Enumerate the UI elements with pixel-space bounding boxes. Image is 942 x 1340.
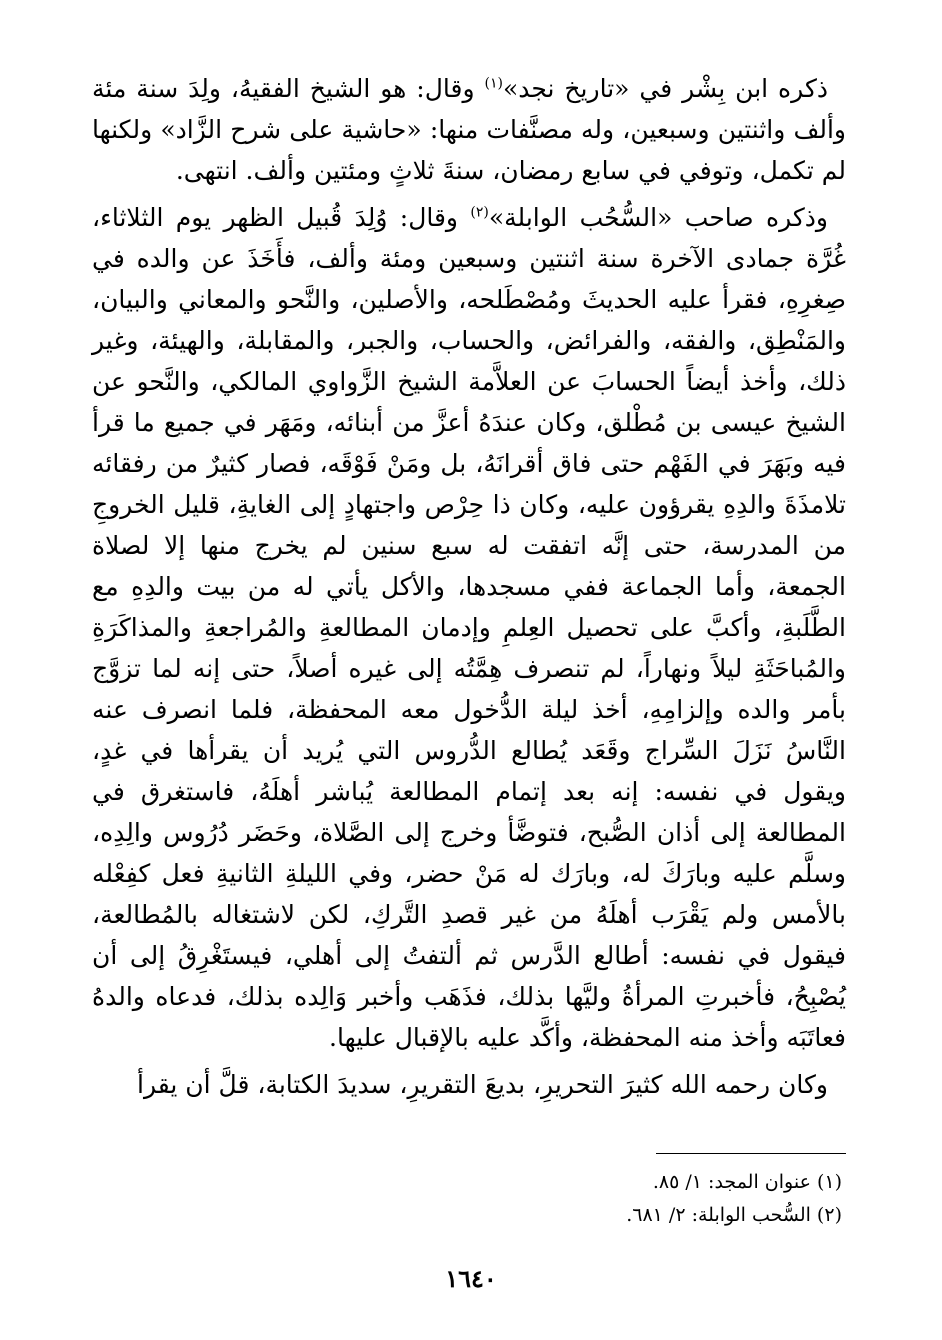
footnote-ref-2: (٢) bbox=[470, 204, 489, 221]
paragraph-2-end: وقال: وُلِدَ قُبيل الظهر يوم الثلاثاء، غُرَّة جمادى الآخرة سنة اثنتين وسبعين ومئة وألف، فأَخَذَ عن والده في صِغرِهِ، فقرأ عليه الحديثَ ومُصْطَلحه، والأصلين، والنَّحو والمعاني والبيان، والمَنْطِق، والفقه، والفرائض، والحساب، والجبر، والمقابلة، والهيئة، وغير ذلك، وأخذ أيضاً الحسابَ عن العلاَّمة الشيخ الزَّواوي المالكي، والنَّحو عن الشيخ عيسى بن مُطْلق، وكان عندَهُ أعزَّ من أبنائه، ومَهَر في جميع ما قرأ فيه وبَهَرَ في الفَهْم حتى فاق أقرانَهُ، بل ومَنْ فَوْقَه، فصار كثيرٌ من رفقائه تلامذَةَ والدِهِ يقرؤون عليه، وكان ذا حِرْص واجتهادٍ إلى الغايةِ، قليل الخروجِ من المدرسة، حتى إنَّه اتفقت له سبع سنين لم يخرج منها إلا لصلاة الجمعة، وأما الجماعة ففي مسجدها، والأكل يأتي له من بيت والدِهِ مع الطَّلَبةِ، وأكبَّ على تحصيل العِلمِ وإدمان المطالعةِ والمُراجعةِ والمذاكَرَةِ والمُباحَثَةِ ليلاً ونهاراً، لم تنصرف هِمَّتُه إلى غيره أصلاً، حتى إنه لما تزوَّج بأمر والده وإلزامِهِ، أخذ ليلة الدُّخول معه المحفظة، فلما انصرف عنه النَّاسُ نَزَلَ السِّراج وقَعَد يُطالع الدُّروس التي يُريد أن يقرأها في غدٍ، ويقول في نفسه: إنه بعد إتمام المطالعة يُباشر أهلَهُ، فاستغرق في المطالعة إلى أذان الصُّبح، فتوضَّأ وخرج إلى الصَّلاة، وحَضَر دُرُوس والِدِه، وسلَّم عليه وبارَكَ له، وبارَك له مَنْ حضر، وفي الليلةِ الثانيةِ فعل كفِعْله بالأمس ولم يَقْرَب أهلَهُ من غير قصدِ التَّركِ، لكن لاشتغاله بالمُطالعة، فيقول في نفسه: أطالع الدَّرس ثم ألتفتُ إلى أهلي، فيستَغْرِقُ إلى أن يُصْبِحُ، فأخبرتِ المرأةُ وليَّها بذلك، فذَهَب وأخبر وَالِده بذلك، فدعاه والدهُ فعاتَبَه وأخذ منه المحفظة، وأكَّد عليه بالإقبال عليها. bbox=[92, 203, 847, 1052]
paragraph-2-start: وذكره صاحب «السُّحُب الوابلة» bbox=[488, 203, 828, 232]
footnote-1: (١) عنوان المجد: ١/ ٨٥. bbox=[652, 1171, 842, 1193]
footnote-ref-1: (١) bbox=[484, 75, 503, 92]
paragraph-1 bbox=[92, 68, 846, 191]
paragraph-2 bbox=[92, 197, 846, 1058]
paragraph-1-start: ذكره ابن بِشْر في «تاريخ نجد» bbox=[502, 74, 828, 103]
paragraph-1-end: وقال: هو الشيخ الفقيهُ، ولِدَ سنة مئة وألف واثنتين وسبعين، وله مصنَّفات منها: «حاشية على شرح الزَّاد» ولكنها لم تكمل، وتوفي في سابع رمضان، سنةَ ثلاثٍ ومئتين وألف. انتهى. bbox=[92, 74, 846, 185]
footnotes bbox=[92, 1166, 842, 1232]
main-text bbox=[92, 68, 846, 1105]
paragraph-3: وكان رحمه الله كثيرَ التحريرِ، بديعَ التقريرِ، سديدَ الكتابة، قلَّ أن يقرأ bbox=[137, 1070, 828, 1099]
page-number: ١٦٤٠ bbox=[445, 1264, 497, 1293]
footnote-2: (٢) السُّحب الوابلة: ٢/ ٦٨١. bbox=[626, 1204, 842, 1226]
footnote-separator bbox=[656, 1153, 846, 1154]
